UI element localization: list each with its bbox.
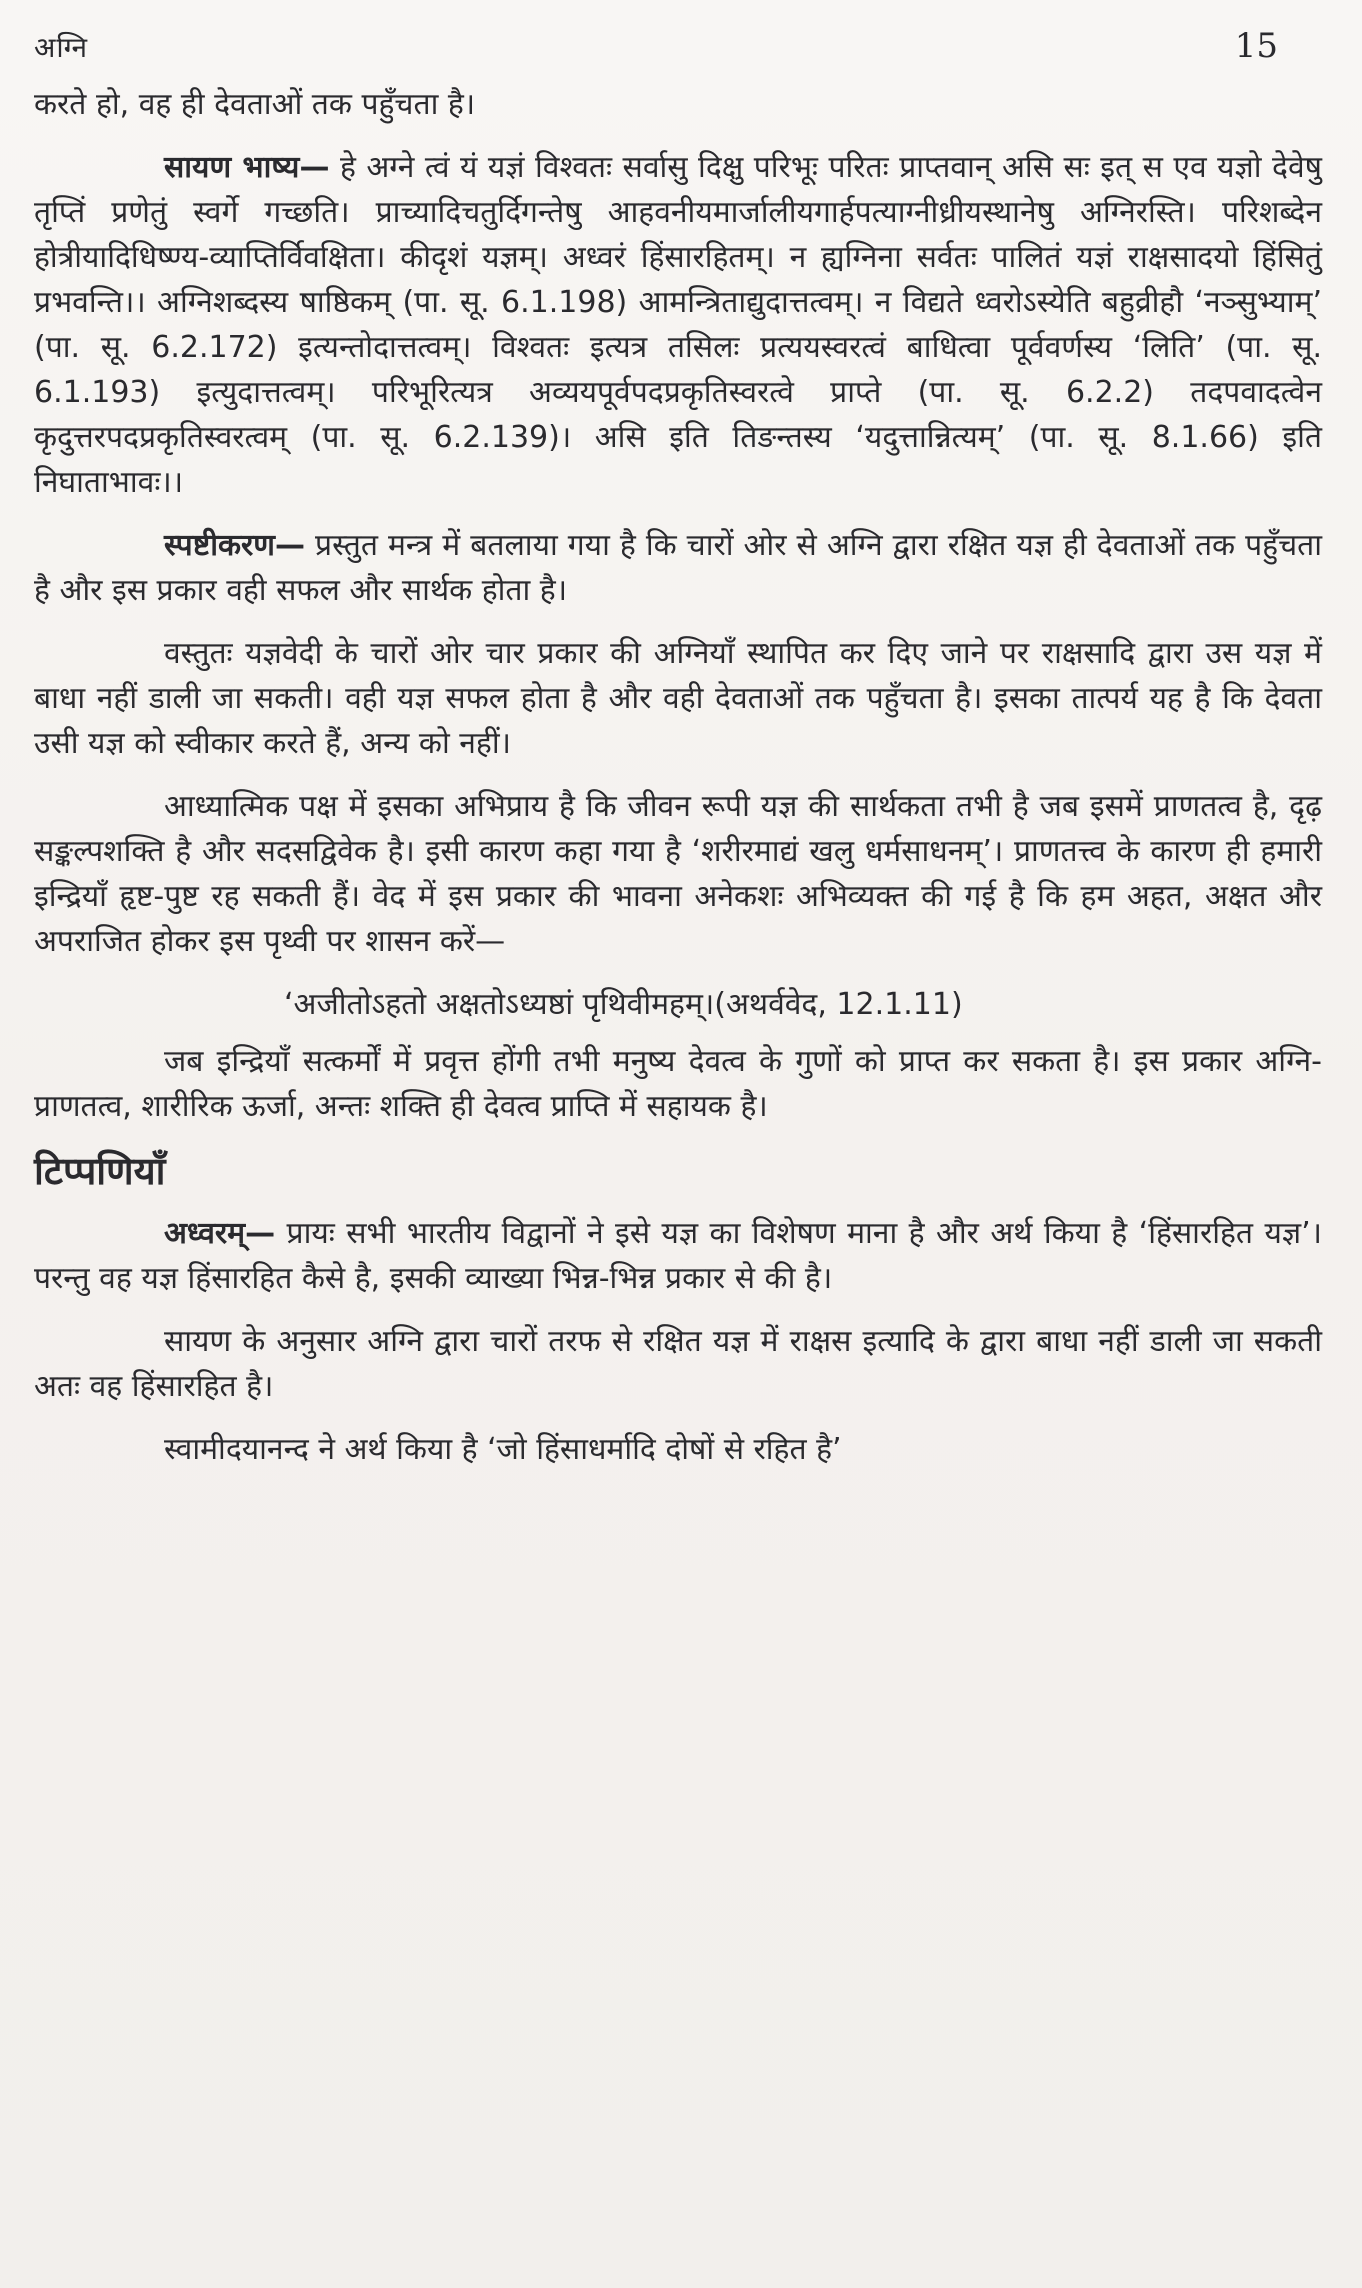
paragraph-text: प्रस्तुत मन्त्र में बतलाया गया है कि चारों ओर से अग्नि द्वारा रक्षित यज्ञ ही देवताओं तक पहुँचता है और इस प्रकार वही सफल और सार्थक होता है।	[34, 528, 1322, 608]
paragraph-text: प्रायः सभी भारतीय विद्वानों ने इसे यज्ञ का विशेषण माना है और अर्थ किया है ‘हिंसारहित यज्ञ’। परन्तु वह यज्ञ हिंसारहित कैसे है, इसकी व्याख्या भिन्न-भिन्न प्रकार से की है।	[34, 1216, 1322, 1296]
paragraph-lead-adhvaram: अध्वरम्—	[164, 1216, 276, 1251]
paragraph-text: स्वामीदयानन्द ने अर्थ किया है ‘जो हिंसाधर्मादि दोषों से रहित है’	[164, 1432, 842, 1467]
paragraph-spashtikaran	[34, 523, 1322, 613]
quotation-text: ‘अजीतोऽहतो अक्षतोऽध्यष्ठां पृथिवीमहम्।(अथर्ववेद, 12.1.11)	[284, 987, 963, 1022]
paragraph-text: हे अग्ने त्वं यं यज्ञं विश्वतः सर्वासु दिक्षु परिभूः परितः प्राप्तवान् असि सः इत् स एव यज्ञो देवेषु तृप्तिं प्रणेतुं स्वर्गे गच्छति। प्राच्यादिचतुर्दिगन्तेषु आहवनीयमार्जालीयगार्हपत्याग्नीध्रीयस्थानेषु अग्निरस्ति। परिशब्देन होत्रीयादिधिष्ण्य-व्याप्तिर्विवक्षिता। कीदृशं यज्ञम्। अध्वरं हिंसारहितम्। न ह्यग्निना सर्वतः पालितं यज्ञं राक्षसादयो हिंसितुं प्रभवन्ति।। अग्निशब्दस्य षाष्ठिकम् (पा. सू. 6.1.198) आमन्त्रिताद्युदात्तत्वम्। न विद्यते ध्वरोऽस्येति बहुव्रीहौ ‘नञ्सुभ्याम्’ (पा. सू. 6.2.172) इत्यन्तोदात्तत्वम्। विश्वतः इत्यत्र तसिलः प्रत्ययस्वरत्वं बाधित्वा पूर्ववर्णस्य ‘लिति’ (पा. सू. 6.1.193) इत्युदात्तत्वम्। परिभूरित्यत्र अव्ययपूर्वपदप्रकृतिस्वरत्वे प्राप्ते (पा. सू. 6.2.2) तदपवादत्वेन कृदुत्तरपदप्रकृतिस्वरत्वम् (पा. सू. 6.2.139)। असि इति तिङन्तस्य ‘यदुत्तान्नित्यम्’ (पा. सू. 8.1.66) इति निघाताभावः।।	[34, 150, 1322, 500]
paragraph-adhvaram	[34, 1211, 1322, 1301]
paragraph-lead-sayana-bhashya: सायण भाष्य—	[164, 150, 330, 185]
paragraph-text: करते हो, वह ही देवताओं तक पहुँचता है।	[34, 87, 476, 122]
quotation-atharvaveda	[34, 982, 1322, 1027]
page-number: 15	[1234, 26, 1278, 66]
running-header-title: अग्नि	[34, 31, 89, 64]
running-header	[34, 26, 1322, 82]
paragraph-text: आध्यात्मिक पक्ष में इसका अभिप्राय है कि जीवन रूपी यज्ञ की सार्थकता तभी है जब इसमें प्राणतत्व है, दृढ़ सङ्कल्पशक्ति है और सदसद्विवेक है। इसी कारण कहा गया है ‘शरीरमाद्यं खलु धर्मसाधनम्’। प्राणतत्त्व के कारण ही हमारी इन्द्रियाँ हृष्ट-पुष्ट रह सकती हैं। वेद में इस प्रकार की भावना अनेकशः अभिव्यक्त की गई है कि हम अहत, अक्षत और अपराजित होकर इस पृथ्वी पर शासन करें—	[34, 789, 1322, 959]
paragraph-text: वस्तुतः यज्ञवेदी के चारों ओर चार प्रकार की अग्नियाँ स्थापित कर दिए जाने पर राक्षसादि द्वारा उस यज्ञ में बाधा नहीं डाली जा सकती। वही यज्ञ सफल होता है और वही देवताओं तक पहुँचता है। इसका तात्पर्य यह है कि देवता उसी यज्ञ को स्वीकार करते हैं, अन्य को नहीं।	[34, 636, 1322, 761]
paragraph-continuation	[34, 82, 1322, 127]
paragraph-dayanand	[34, 1427, 1322, 1472]
paragraph-text: सायण के अनुसार अग्नि द्वारा चारों तरफ से रक्षित यज्ञ में राक्षस इत्यादि के द्वारा बाधा नहीं डाली जा सकती अतः वह हिंसारहित है।	[34, 1324, 1322, 1404]
paragraph-indriyan	[34, 1039, 1322, 1129]
paragraph-adhyatmik	[34, 784, 1322, 964]
paragraph-text: जब इन्द्रियाँ सत्कर्मों में प्रवृत्त होंगी तभी मनुष्य देवत्व के गुणों को प्राप्त कर सकता है। इस प्रकार अग्नि-प्राणतत्व, शारीरिक ऊर्जा, अन्तः शक्ति ही देवत्व प्राप्ति में सहायक है।	[34, 1044, 1322, 1124]
paragraph-vastutah	[34, 631, 1322, 766]
paragraph-sayana-anusar	[34, 1319, 1322, 1409]
section-heading-tippaniyan: टिप्पणियाँ	[34, 1149, 166, 1193]
paragraph-lead-spashtikaran: स्पष्टीकरण—	[164, 528, 305, 563]
paragraph-sayana-bhashya	[34, 145, 1322, 505]
